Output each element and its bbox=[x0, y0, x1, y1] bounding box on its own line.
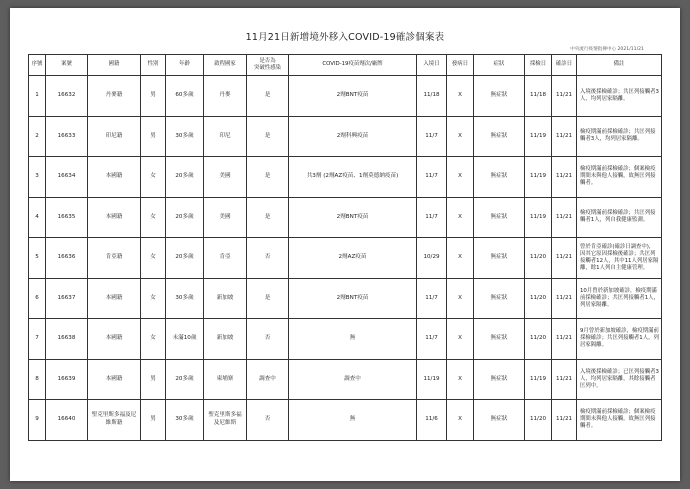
test-date-cell: 11/19 bbox=[525, 157, 552, 198]
departure-country-cell: 丹麥 bbox=[204, 76, 247, 117]
entry-date-cell: 11/7 bbox=[417, 278, 447, 319]
vaccine-cell: 2劑科興疫苗 bbox=[289, 116, 417, 157]
symptom-cell: 無症狀 bbox=[474, 197, 525, 238]
row-number-cell: 8 bbox=[29, 359, 46, 400]
onset-date-cell: X bbox=[447, 197, 474, 238]
breakthrough-infection-cell: 是 bbox=[247, 76, 289, 117]
source-note: 中央流行疫情指揮中心 2021/11/21 bbox=[570, 47, 644, 52]
column-header: 國籍 bbox=[88, 55, 141, 76]
vaccine-cell: 2劑BNT疫苗 bbox=[289, 197, 417, 238]
note-cell: 檢疫期滿前採檢確診；個案檢疫期間未與他人接觸，故無匡列接觸者。 bbox=[577, 157, 662, 198]
onset-date-cell: X bbox=[447, 157, 474, 198]
column-header: 發病日 bbox=[447, 55, 474, 76]
symptom-cell: 無症狀 bbox=[474, 319, 525, 360]
row-number-cell: 1 bbox=[29, 76, 46, 117]
row-number-cell: 5 bbox=[29, 238, 46, 279]
symptom-cell: 無症狀 bbox=[474, 359, 525, 400]
note-cell: 10月曾於新加坡確診，檢疫期滿前採檢確診；共匡列接觸者1人，列居家隔離。 bbox=[577, 278, 662, 319]
age-cell: 未滿10歲 bbox=[166, 319, 204, 360]
vaccine-cell: 共3劑 (2劑AZ疫苗、1劑莫德納疫苗) bbox=[289, 157, 417, 198]
vaccine-cell: 2劑BNT疫苗 bbox=[289, 278, 417, 319]
note-cell: 入境後採檢確診；已匡列接觸者3人，均列居家隔離，其餘接觸者匡列中。 bbox=[577, 359, 662, 400]
case-number-cell: 16633 bbox=[46, 116, 88, 157]
case-number-cell: 16632 bbox=[46, 76, 88, 117]
nationality-cell: 本國籍 bbox=[88, 359, 141, 400]
test-date-cell: 11/20 bbox=[525, 238, 552, 279]
confirm-date-cell: 11/21 bbox=[552, 197, 577, 238]
entry-date-cell: 11/6 bbox=[417, 400, 447, 441]
case-number-cell: 16637 bbox=[46, 278, 88, 319]
breakthrough-infection-cell: 調查中 bbox=[247, 359, 289, 400]
symptom-cell: 無症狀 bbox=[474, 238, 525, 279]
case-number-cell: 16638 bbox=[46, 319, 88, 360]
breakthrough-infection-cell: 是 bbox=[247, 116, 289, 157]
column-header: 年齡 bbox=[166, 55, 204, 76]
breakthrough-infection-cell: 是 bbox=[247, 197, 289, 238]
table-row bbox=[29, 238, 662, 279]
table-row bbox=[29, 157, 662, 198]
note-cell: 曾於肯亞確診(確診日調查中)，因其它原因採檢後確診；共匡列接觸者12人，其中11人列居家隔離，餘1人列自主健康管理。 bbox=[577, 238, 662, 279]
departure-country-cell: 新加坡 bbox=[204, 319, 247, 360]
column-header: 確診日 bbox=[552, 55, 577, 76]
test-date-cell: 11/20 bbox=[525, 278, 552, 319]
sex-cell: 男 bbox=[141, 359, 166, 400]
sex-cell: 女 bbox=[141, 157, 166, 198]
case-number-cell: 16640 bbox=[46, 400, 88, 441]
table-row bbox=[29, 278, 662, 319]
column-header: 備註 bbox=[577, 55, 662, 76]
column-header: 是否為 突破性感染 bbox=[247, 55, 289, 76]
departure-country-cell: 印尼 bbox=[204, 116, 247, 157]
row-number-cell: 3 bbox=[29, 157, 46, 198]
age-cell: 60多歲 bbox=[166, 76, 204, 117]
note-cell: 檢疫期滿前採檢確診；個案檢疫期間未與他人接觸，故無匡列接觸者。 bbox=[577, 400, 662, 441]
test-date-cell: 11/20 bbox=[525, 400, 552, 441]
test-date-cell: 11/19 bbox=[525, 197, 552, 238]
sex-cell: 男 bbox=[141, 76, 166, 117]
breakthrough-infection-cell: 是 bbox=[247, 278, 289, 319]
row-number-cell: 7 bbox=[29, 319, 46, 360]
vaccine-cell: 2劑AZ疫苗 bbox=[289, 238, 417, 279]
entry-date-cell: 11/7 bbox=[417, 157, 447, 198]
note-cell: 檢疫期滿前採檢確診；共匡列接觸者1人，列自我健康監測。 bbox=[577, 197, 662, 238]
sex-cell: 女 bbox=[141, 238, 166, 279]
age-cell: 30多歲 bbox=[166, 400, 204, 441]
onset-date-cell: X bbox=[447, 359, 474, 400]
table-row bbox=[29, 76, 662, 117]
symptom-cell: 無症狀 bbox=[474, 76, 525, 117]
row-number-cell: 6 bbox=[29, 278, 46, 319]
column-header: 採檢日 bbox=[525, 55, 552, 76]
column-header: 入境日 bbox=[417, 55, 447, 76]
sex-cell: 女 bbox=[141, 197, 166, 238]
row-number-cell: 2 bbox=[29, 116, 46, 157]
age-cell: 20多歲 bbox=[166, 197, 204, 238]
table-row bbox=[29, 359, 662, 400]
symptom-cell: 無症狀 bbox=[474, 157, 525, 198]
row-number-cell: 4 bbox=[29, 197, 46, 238]
onset-date-cell: X bbox=[447, 400, 474, 441]
sex-cell: 女 bbox=[141, 319, 166, 360]
confirm-date-cell: 11/21 bbox=[552, 238, 577, 279]
nationality-cell: 聖克里斯多福及尼維斯籍 bbox=[88, 400, 141, 441]
confirm-date-cell: 11/21 bbox=[552, 400, 577, 441]
onset-date-cell: X bbox=[447, 76, 474, 117]
confirm-date-cell: 11/21 bbox=[552, 278, 577, 319]
nationality-cell: 印尼籍 bbox=[88, 116, 141, 157]
departure-country-cell: 新加坡 bbox=[204, 278, 247, 319]
breakthrough-infection-cell: 否 bbox=[247, 238, 289, 279]
nationality-cell: 本國籍 bbox=[88, 278, 141, 319]
entry-date-cell: 11/19 bbox=[417, 359, 447, 400]
nationality-cell: 肯亞籍 bbox=[88, 238, 141, 279]
departure-country-cell: 肯亞 bbox=[204, 238, 247, 279]
breakthrough-infection-cell: 否 bbox=[247, 319, 289, 360]
case-number-cell: 16639 bbox=[46, 359, 88, 400]
onset-date-cell: X bbox=[447, 278, 474, 319]
confirm-date-cell: 11/21 bbox=[552, 76, 577, 117]
onset-date-cell: X bbox=[447, 116, 474, 157]
test-date-cell: 11/19 bbox=[525, 116, 552, 157]
column-header: 性別 bbox=[141, 55, 166, 76]
table-row bbox=[29, 400, 662, 441]
age-cell: 20多歲 bbox=[166, 238, 204, 279]
confirm-date-cell: 11/21 bbox=[552, 116, 577, 157]
case-number-cell: 16636 bbox=[46, 238, 88, 279]
table-row bbox=[29, 116, 662, 157]
symptom-cell: 無症狀 bbox=[474, 400, 525, 441]
table-row bbox=[29, 319, 662, 360]
document-title: 11月21日新增境外移入COVID-19確診個案表 bbox=[245, 32, 445, 43]
entry-date-cell: 11/7 bbox=[417, 116, 447, 157]
departure-country-cell: 柬埔寨 bbox=[204, 359, 247, 400]
case-table bbox=[28, 54, 662, 441]
vaccine-cell: 無 bbox=[289, 319, 417, 360]
departure-country-cell: 美國 bbox=[204, 197, 247, 238]
age-cell: 20多歲 bbox=[166, 359, 204, 400]
note-cell: 檢疫期滿前採檢確診；共匡列接觸者3人，均列居家隔離。 bbox=[577, 116, 662, 157]
vaccine-cell: 2劑BNT疫苗 bbox=[289, 76, 417, 117]
nationality-cell: 丹麥籍 bbox=[88, 76, 141, 117]
document-page bbox=[10, 8, 680, 481]
note-cell: 入境後採檢確診；共匡列接觸者3人，均列居家隔離。 bbox=[577, 76, 662, 117]
sex-cell: 女 bbox=[141, 278, 166, 319]
confirm-date-cell: 11/21 bbox=[552, 359, 577, 400]
departure-country-cell: 聖克里斯多福及尼維斯 bbox=[204, 400, 247, 441]
test-date-cell: 11/18 bbox=[525, 76, 552, 117]
column-header: 序號 bbox=[29, 55, 46, 76]
symptom-cell: 無症狀 bbox=[474, 116, 525, 157]
column-header: 啟程國家 bbox=[204, 55, 247, 76]
column-header: COVID-19疫苗劑次/廠牌 bbox=[289, 55, 417, 76]
age-cell: 30多歲 bbox=[166, 116, 204, 157]
symptom-cell: 無症狀 bbox=[474, 278, 525, 319]
nationality-cell: 本國籍 bbox=[88, 157, 141, 198]
breakthrough-infection-cell: 是 bbox=[247, 157, 289, 198]
departure-country-cell: 美國 bbox=[204, 157, 247, 198]
sex-cell: 男 bbox=[141, 400, 166, 441]
onset-date-cell: X bbox=[447, 238, 474, 279]
breakthrough-infection-cell: 否 bbox=[247, 400, 289, 441]
table-row bbox=[29, 197, 662, 238]
nationality-cell: 本國籍 bbox=[88, 319, 141, 360]
case-number-cell: 16634 bbox=[46, 157, 88, 198]
age-cell: 30多歲 bbox=[166, 278, 204, 319]
confirm-date-cell: 11/21 bbox=[552, 157, 577, 198]
header-row bbox=[29, 55, 662, 76]
entry-date-cell: 11/7 bbox=[417, 197, 447, 238]
entry-date-cell: 10/29 bbox=[417, 238, 447, 279]
onset-date-cell: X bbox=[447, 319, 474, 360]
entry-date-cell: 11/18 bbox=[417, 76, 447, 117]
test-date-cell: 11/20 bbox=[525, 319, 552, 360]
sex-cell: 男 bbox=[141, 116, 166, 157]
age-cell: 20多歲 bbox=[166, 157, 204, 198]
entry-date-cell: 11/7 bbox=[417, 319, 447, 360]
test-date-cell: 11/19 bbox=[525, 359, 552, 400]
note-cell: 9月曾於新加坡確診，檢疫期滿前採檢確診；共匡列接觸者1人，列居家隔離。 bbox=[577, 319, 662, 360]
vaccine-cell: 無 bbox=[289, 400, 417, 441]
row-number-cell: 9 bbox=[29, 400, 46, 441]
vaccine-cell: 調查中 bbox=[289, 359, 417, 400]
column-header: 症狀 bbox=[474, 55, 525, 76]
confirm-date-cell: 11/21 bbox=[552, 319, 577, 360]
case-number-cell: 16635 bbox=[46, 197, 88, 238]
column-header: 案號 bbox=[46, 55, 88, 76]
nationality-cell: 本國籍 bbox=[88, 197, 141, 238]
